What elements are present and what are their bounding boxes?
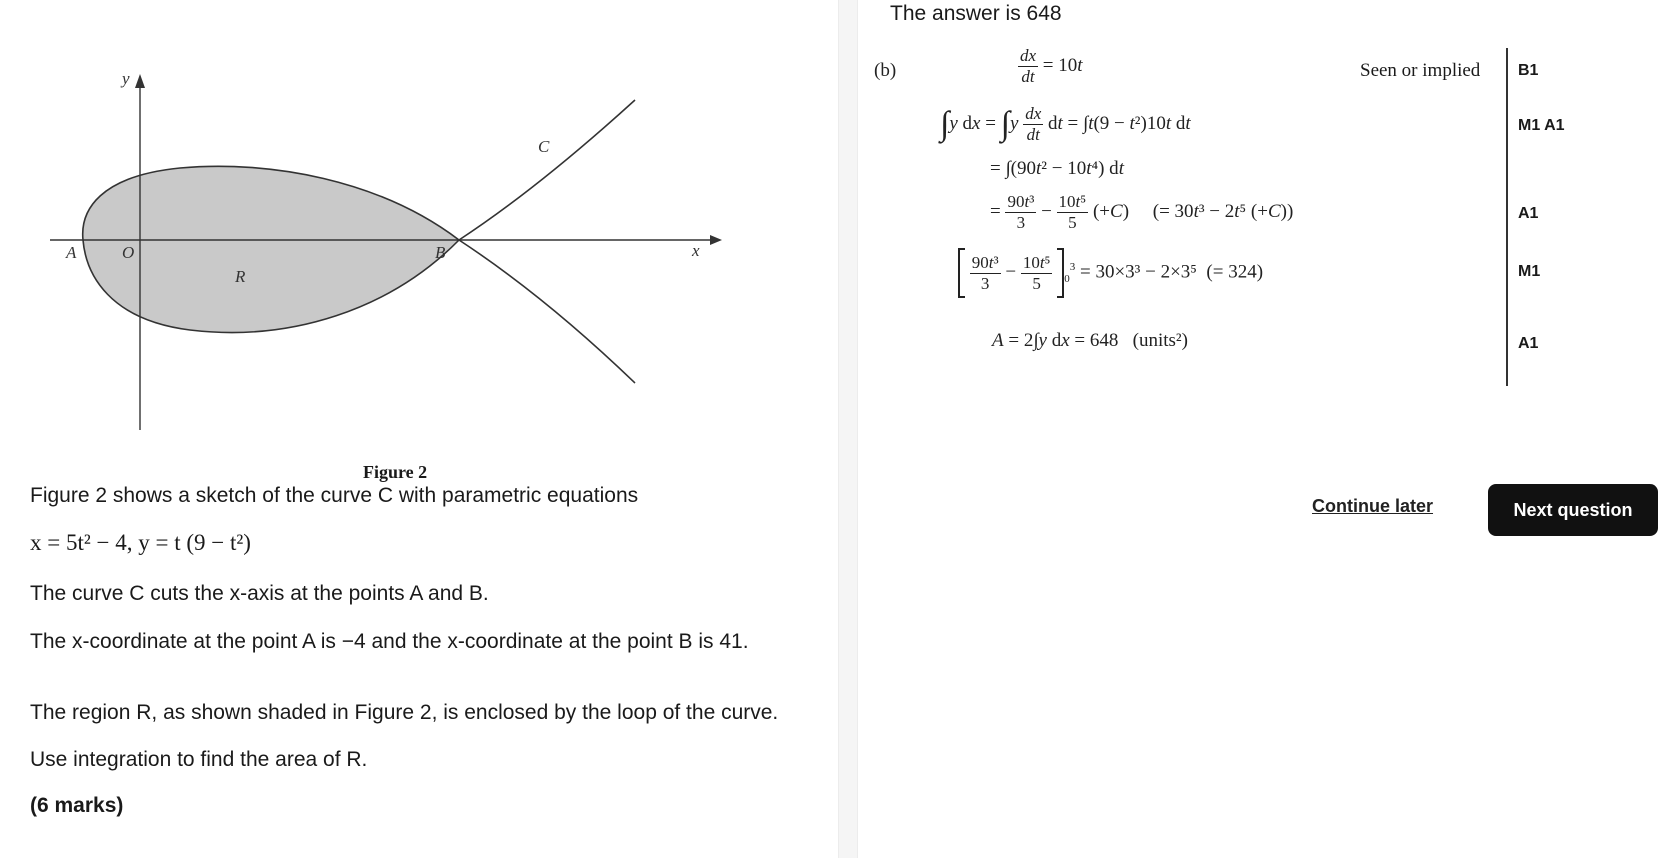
x-axis-arrow [710,235,722,245]
mark-a1: A1 [1518,205,1539,222]
y-axis-arrow [135,74,145,88]
next-question-button[interactable]: Next question [1488,484,1658,536]
curve-branch-upper [459,100,635,240]
mark-m1: M1 [1518,263,1541,280]
question-intro: Figure 2 shows a sketch of the curve C with parametric equations [30,484,639,507]
mark-scheme-row-5: $\frac{\text{90t³}}{3}$ − $\frac{\text{10t⁵}}{5}$ $_0^3$ = 30×3³ − 2×3⁵ (= 324) [958,248,1263,298]
question-line-1: The curve C cuts the x-axis at the points A and B. [30,582,489,605]
mark-scheme-row-6: A = 2∫y dx = 648 (units²) [992,330,1188,351]
pane-divider [838,0,858,858]
answer-heading: The answer is 648 [890,2,1062,25]
mark-m1-a1: M1 A1 [1518,117,1565,134]
question-line-4: Use integration to find the area of R. [30,748,368,771]
question-line-3: The region R, as shown shaded in Figure 2, is enclosed by the loop of the curve. [30,701,779,724]
label-c: C [538,137,550,156]
region-r-shaded [83,166,459,332]
figure-caption: Figure 2 [363,462,428,482]
label-r: R [235,267,246,286]
label-x: x [692,241,700,260]
mark-a1-final: A1 [1518,335,1539,352]
seen-or-implied: Seen or implied [1360,60,1481,81]
mark-scheme-row-2: ∫y dx = ∫y $\frac{dx}{dt}$ dt = ∫t(9 − t²)10t dt [940,104,1191,144]
mark-column-rule [1506,48,1508,386]
curve-branch-lower [459,240,635,383]
answer-pane [858,0,1668,858]
question-line-2: The x-coordinate at the point A is −4 and the x-coordinate at the point B is 41. [30,630,749,653]
label-y: y [122,69,130,88]
marks-label: (6 marks) [30,794,124,817]
label-o: O [122,243,135,262]
mark-scheme-row-1: $\frac{dx}{dt}$ = 10t [1020,46,1083,86]
label-b: B [435,243,446,262]
parametric-equations: x = 5t² − 4, y = t (9 − t²) [30,530,251,555]
figure-2-sketch [40,60,740,440]
mark-scheme-row-3: = ∫(90t² − 10t⁴) dt [990,158,1124,179]
continue-later-button[interactable]: Continue later [1312,496,1434,516]
mark-b1: B1 [1518,62,1539,79]
label-a: A [66,243,77,262]
mark-scheme-row-4: = $\frac{\text{90t³}}{3}$ − $\frac{\text{10t⁵}}{5}$ (+C) (= 30t³ − 2t⁵ (+C)) [990,192,1294,232]
part-label: (b) [874,60,897,81]
